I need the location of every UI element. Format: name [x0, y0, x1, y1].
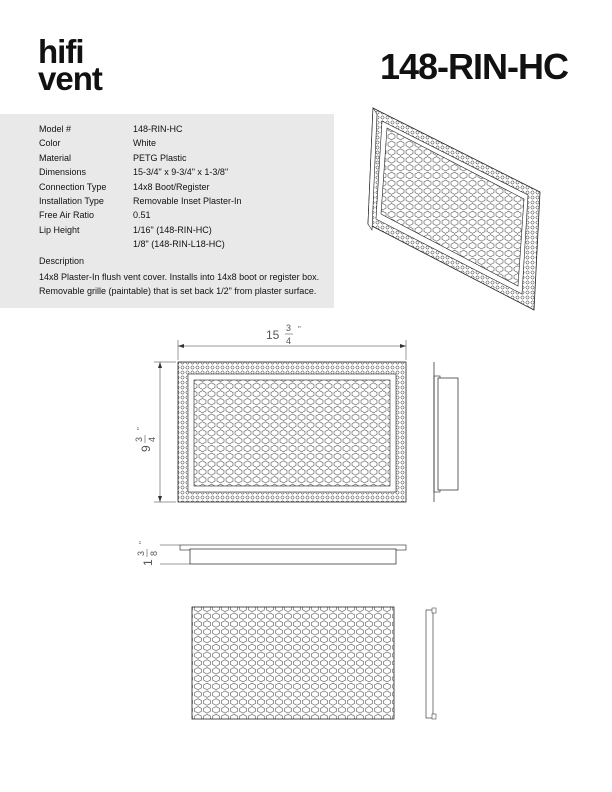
spec-value: 148-RIN-HC: [133, 124, 183, 134]
width-dimension-label: [266, 323, 301, 346]
spec-value: 1/16" (148-RIN-HC): [133, 224, 212, 235]
spec-label: Installation Type: [39, 196, 104, 207]
height-whole: 9: [139, 445, 153, 452]
spec-label: Material: [39, 152, 72, 163]
height-unit: ": [136, 427, 145, 430]
description-text: 14x8 Plaster-In flush vent cover. Installs into 14x8 boot or register box. Removable grille (paintable) that is set back 1/2" from plaster surface.: [39, 272, 320, 297]
depth-num: 3: [136, 550, 146, 556]
spec-value: 0.51: [133, 210, 151, 221]
description-heading: Description: [39, 256, 85, 266]
depth-dimension-label: [136, 541, 159, 566]
spec-value: PETG Plastic: [133, 152, 187, 163]
height-num: 3: [134, 436, 144, 442]
product-title: 148-RIN-HC: [379, 46, 568, 87]
front-view: [154, 340, 406, 502]
spec-label: Free Air Ratio: [39, 210, 95, 221]
spec-value: 1/8" (148-RIN-L18-HC): [133, 239, 225, 250]
spec-label: Model #: [39, 124, 72, 134]
height-den: 4: [147, 436, 157, 442]
side-view: [434, 362, 458, 502]
spec-value: Removable Inset Plaster-In: [133, 196, 242, 207]
spec-label: Dimensions: [39, 167, 87, 178]
spec-label: Connection Type: [39, 181, 107, 192]
spec-value: White: [133, 138, 157, 149]
spec-value: 15-3/4" x 9-3/4" x 1-3/8": [133, 167, 229, 178]
spec-value: 14x8 Boot/Register: [133, 181, 210, 192]
depth-den: 8: [149, 550, 159, 556]
spec-label: Lip Height: [39, 224, 80, 235]
isometric-view: [368, 108, 540, 310]
depth-unit: ": [138, 541, 147, 544]
logo-line-1: hifi: [38, 33, 84, 70]
top-view: [160, 545, 406, 564]
logo-line-2: vent: [38, 60, 102, 97]
width-den: 4: [286, 336, 292, 346]
width-unit: ": [298, 325, 301, 334]
width-whole: 15: [266, 328, 280, 342]
height-dimension-label: [134, 427, 157, 452]
grille-side-view: [426, 608, 436, 719]
depth-whole: 1: [141, 559, 155, 566]
grille-front-view: [192, 607, 394, 719]
spec-label: Color: [39, 138, 61, 149]
width-num: 3: [286, 323, 292, 333]
